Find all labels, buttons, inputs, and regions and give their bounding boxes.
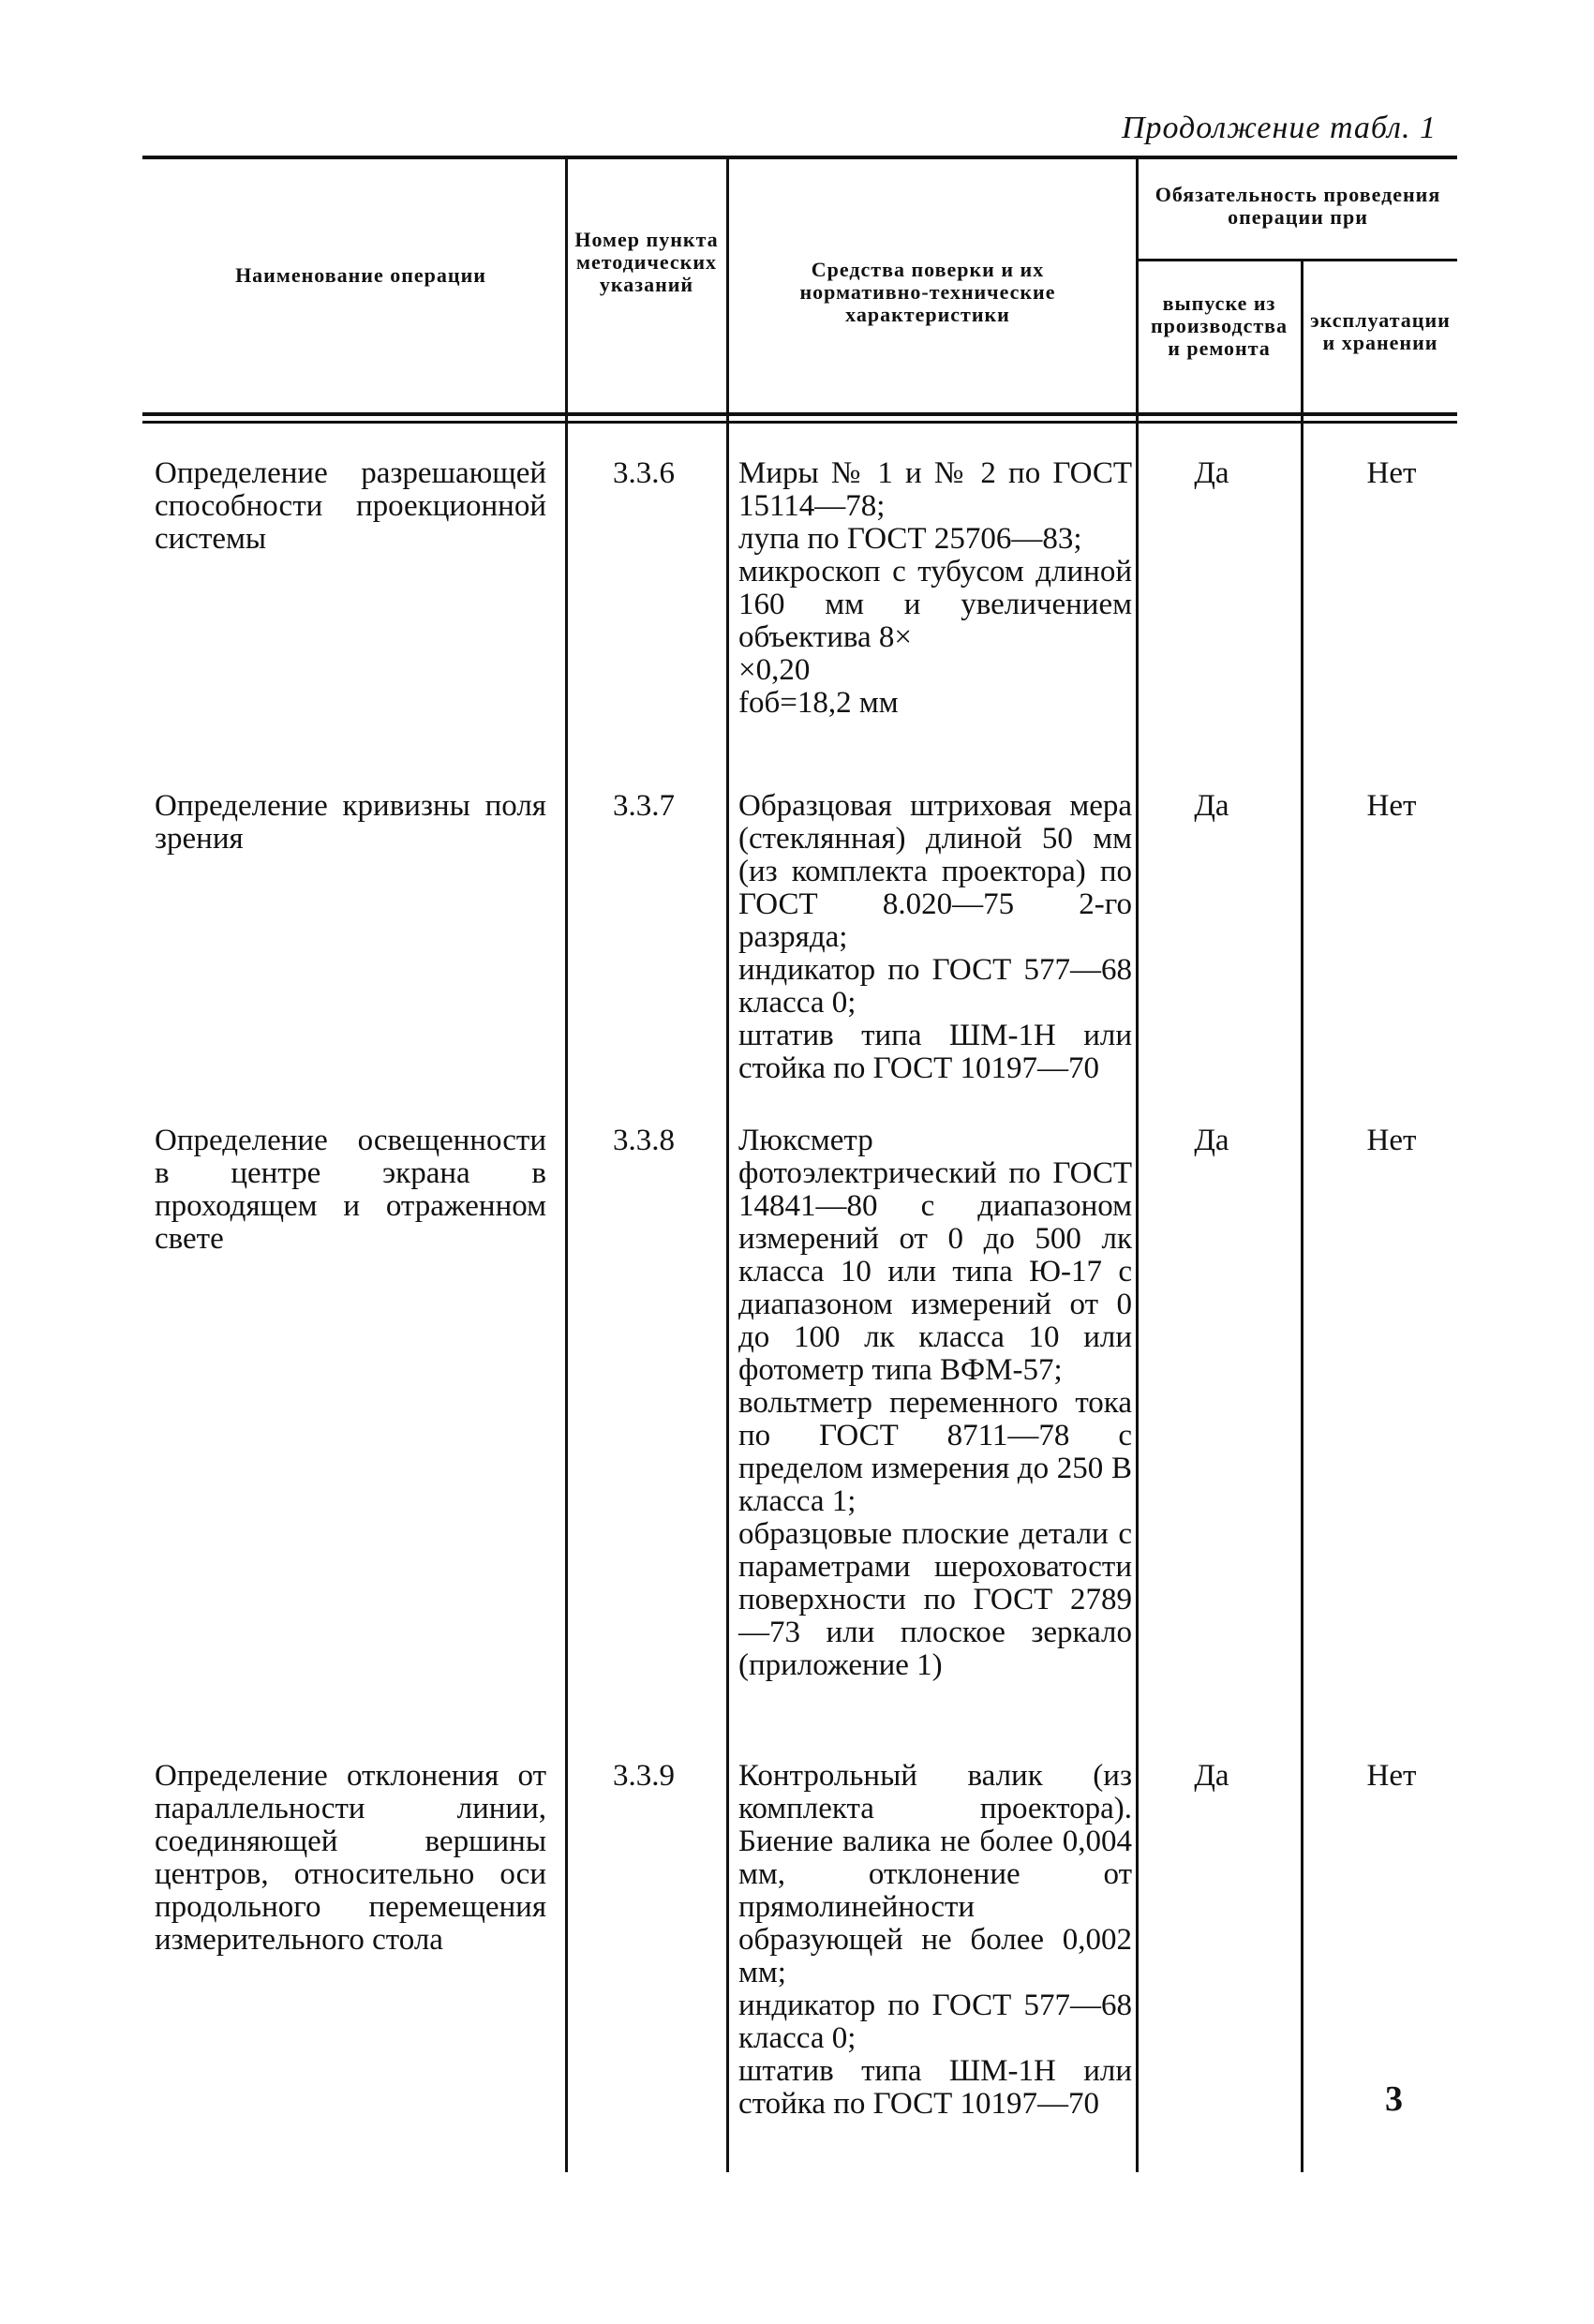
header-bottom-rule — [142, 412, 1457, 416]
obligation-subheader-rule — [1136, 259, 1457, 261]
header-obligation-operation: эксплуатации и хранении — [1310, 308, 1451, 354]
obligation-release-cell: Да — [1194, 789, 1229, 823]
operation-name-cell: Определение кривизны поля зрения — [155, 789, 546, 856]
header-verification-means: Средства поверки и их нормативно-технические характеристики — [799, 258, 1056, 326]
verification-means-cell: Миры № 1 и № 2 по ГОСТ 15114—78; лупа по ГОСТ 25706—83; микроскоп с тубусом длиной 160 мм и увеличением объектива 8× ×0,20 fоб=18,2 мм — [738, 456, 1132, 720]
obligation-operation-cell: Нет — [1366, 456, 1417, 490]
column-divider-1 — [565, 159, 568, 2172]
page-number: 3 — [1385, 2079, 1403, 2119]
verification-means-cell: Люксметр фотоэлектрический по ГОСТ 14841—80 с диапазоном измерений от 0 до 500 лк класса 10 или типа Ю-17 с диапазоном измерений от 0 до 100 лк класса 10 или фотометр типа ВФМ-57; вольтметр переменного тока по ГОСТ 8711—78 с пределом измерения до 250 В класса 1; образцовые плоские детали с параметрами шероховатости поверхности по ГОСТ 2789—73 или плоское зеркало (приложение 1) — [738, 1124, 1132, 1682]
header-bottom-rule-2 — [142, 421, 1457, 424]
obligation-operation-cell: Нет — [1366, 1759, 1417, 1793]
column-divider-2 — [726, 159, 729, 2172]
obligation-release-cell: Да — [1194, 1759, 1229, 1793]
header-item-number: Номер пункта методических указаний — [574, 228, 719, 296]
verification-means-cell: Контрольный валик (из комплекта проектора). Биение валика не более 0,004 мм, отклонение от прямолинейности образующей не более 0,002 мм; индикатор по ГОСТ 577—68 класса 0; штатив типа ШМ-1Н или стойка по ГОСТ 10197—70 — [738, 1759, 1132, 2121]
obligation-operation-cell: Нет — [1366, 789, 1417, 823]
obligation-operation-cell: Нет — [1366, 1124, 1417, 1157]
table-top-rule — [142, 156, 1457, 159]
header-obligation: Обязательность проведения операции при — [1155, 183, 1441, 229]
column-divider-3 — [1136, 159, 1139, 2172]
verification-means-cell: Образцовая штриховая мера (стеклянная) длиной 50 мм (из комплекта проектора) по ГОСТ 8.020—75 2-го разряда; индикатор по ГОСТ 577—68 класса 0; штатив типа ШМ-1Н или стойка по ГОСТ 10197—70 — [738, 789, 1132, 1085]
item-number-cell: 3.3.8 — [613, 1124, 675, 1157]
header-operation-name: Наименование операции — [235, 263, 486, 287]
obligation-release-cell: Да — [1194, 456, 1229, 490]
operation-name-cell: Определение разрешающей способности проекционной системы — [155, 456, 546, 556]
column-divider-4 — [1301, 261, 1304, 2172]
table-continuation-label: Продолжение табл. 1 — [1121, 111, 1437, 145]
obligation-release-cell: Да — [1194, 1124, 1229, 1157]
item-number-cell: 3.3.6 — [613, 456, 675, 490]
header-obligation-release: выпуске из производства и ремонта — [1150, 291, 1289, 360]
operation-name-cell: Определение освещенности в центре экрана в проходящем и отраженном свете — [155, 1124, 546, 1256]
item-number-cell: 3.3.7 — [613, 789, 675, 823]
item-number-cell: 3.3.9 — [613, 1759, 675, 1793]
operation-name-cell: Определение отклонения от параллельности линии, соединяющей вершины центров, относительно оси продольного перемещения измерительного стола — [155, 1759, 546, 1957]
